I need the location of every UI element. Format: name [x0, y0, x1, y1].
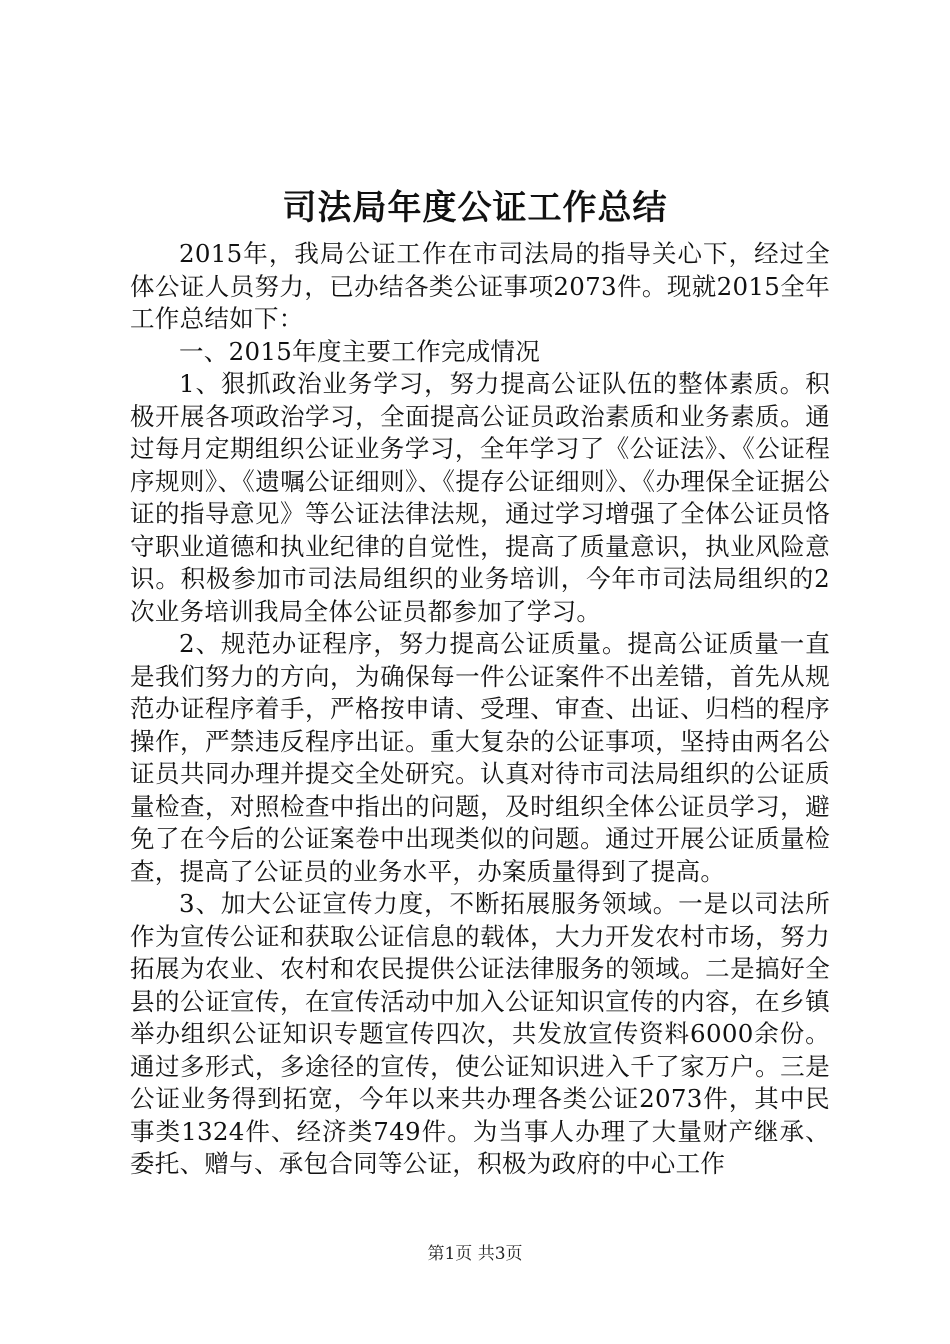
section-heading: 一、2015年度主要工作完成情况	[179, 336, 541, 366]
page-footer: 第1页 共3页	[427, 1244, 523, 1264]
paragraph-item-2: 2、规范办证程序，努力提高公证质量。提高公证质量一直是我们努力的方向，为确保每一件公证案件不出差错，首先从规范办证程序着手，严格按申请、受理、审查、出证、归档的程序操作，严禁违反程序出证。重大复杂的公证事项，坚持由两名公证员共同办理并提交全处研究。认真对待市司法局组织的公证质量检查，对照检查中指出的问题，及时组织全体公证员学习，避免了在今后的公证案卷中出现类似的问题。通过开展公证质量检查，提高了公证员的业务水平，办案质量得到了提高。	[130, 629, 830, 886]
document-title: 司法局年度公证工作总结	[282, 188, 668, 228]
paragraph-item-1: 1、狠抓政治业务学习，努力提高公证队伍的整体素质。积极开展各项政治学习，全面提高公证员政治素质和业务素质。通过每月定期组织公证业务学习，全年学习了《公证法》、《公证程序规则》、《遗嘱公证细则》、《提存公证细则》、《办理保全证据公证的指导意见》等公证法律法规，通过学习增强了全体公证员恪守职业道德和执业纪律的自觉性，提高了质量意识，执业风险意识。积极参加市司法局组织的业务培训，今年市司法局组织的2次业务培训我局全体公证员都参加了学习。	[130, 369, 830, 626]
paragraph-item-3: 3、加大公证宣传力度，不断拓展服务领域。一是以司法所作为宣传公证和获取公证信息的载体，大力开发农村市场，努力拓展为农业、农村和农民提供公证法律服务的领域。二是搞好全县的公证宣传，在宣传活动中加入公证知识宣传的内容，在乡镇举办组织公证知识专题宣传四次，共发放宣传资料6000余份。通过多形式，多途径的宣传，使公证知识进入千了家万户。三是公证业务得到拓宽，今年以来共办理各类公证2073件，其中民事类1324件、经济类749件。为当事人办理了大量财产继承、委托、赠与、承包合同等公证，积极为政府的中心工作	[130, 889, 830, 1178]
document-body	[130, 238, 830, 1181]
paragraph-intro: 2015年，我局公证工作在市司法局的指导关心下，经过全体公证人员努力，已办结各类公证事项2073件。现就2015全年工作总结如下：	[130, 239, 830, 333]
